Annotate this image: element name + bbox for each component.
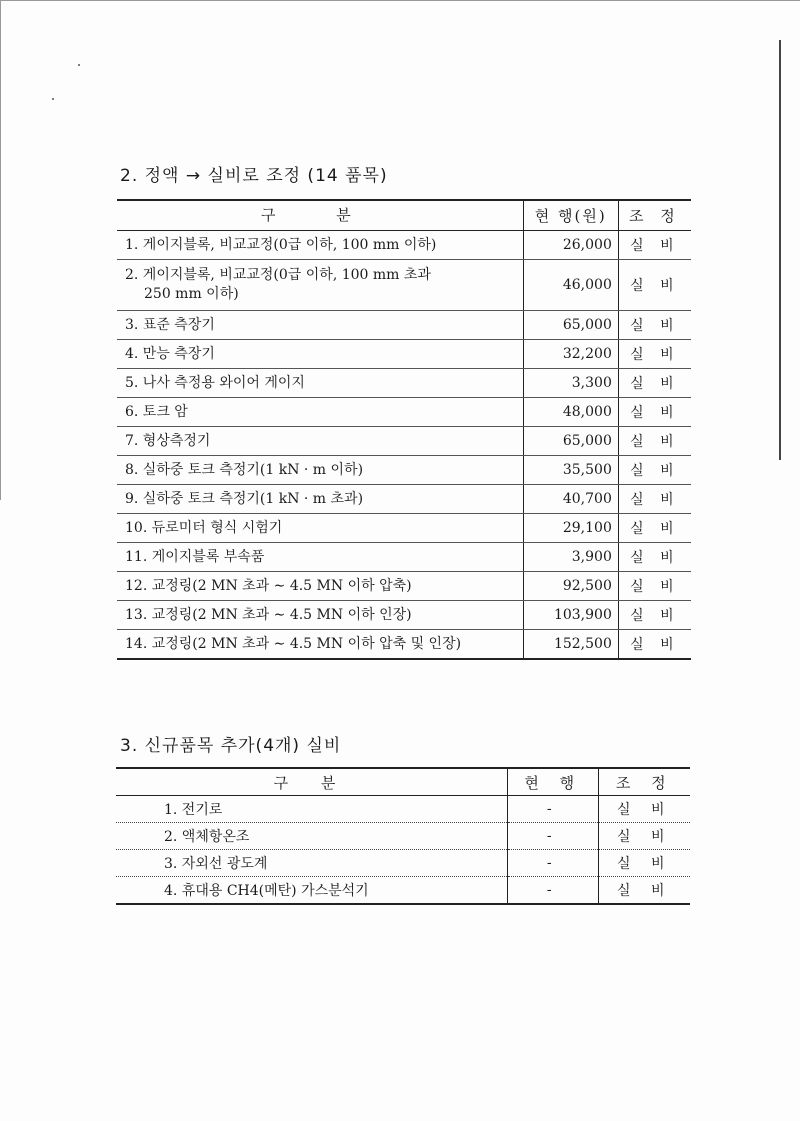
item-price: 152,500 — [523, 630, 618, 660]
item-current: - — [507, 823, 599, 850]
item-price: 103,900 — [523, 601, 618, 630]
fee-adjustment-table — [117, 199, 691, 660]
page-edge-left — [0, 0, 1, 500]
item-name: 8. 실하중 토크 측정기(1 kN · m 이하) — [117, 456, 523, 485]
item-adjust: 실 비 — [618, 369, 691, 398]
item-name: 5. 나사 측정용 와이어 게이지 — [117, 369, 523, 398]
table-header-row — [117, 200, 691, 231]
table-row — [117, 398, 691, 427]
item-current: - — [507, 796, 599, 823]
scan-edge-line — [779, 40, 781, 460]
item-price: 92,500 — [523, 572, 618, 601]
item-adjust: 실 비 — [618, 311, 691, 340]
table-row — [117, 427, 691, 456]
table-row — [117, 311, 691, 340]
table-row — [116, 796, 690, 823]
item-name-line1: 2. 게이지블록, 비교교정(0급 이하, 100 mm 초과 — [125, 267, 431, 283]
table-row — [117, 543, 691, 572]
item-adjust: 실 비 — [618, 340, 691, 369]
item-adjust: 실 비 — [618, 398, 691, 427]
table-row — [117, 630, 691, 660]
item-adjust: 실 비 — [599, 796, 690, 823]
table-row — [117, 601, 691, 630]
header-current: 현 행 — [507, 768, 599, 796]
item-name: 9. 실하중 토크 측정기(1 kN · m 초과) — [117, 485, 523, 514]
table-row — [117, 485, 691, 514]
section-3-heading: 3. 신규품목 추가(4개) 실비 — [120, 736, 342, 756]
item-adjust: 실 비 — [599, 823, 690, 850]
item-adjust: 실 비 — [618, 601, 691, 630]
table-row — [116, 850, 690, 877]
item-price: 26,000 — [523, 231, 618, 260]
header-adjust: 조 정 — [618, 200, 691, 231]
item-price: 29,100 — [523, 514, 618, 543]
table-row — [117, 514, 691, 543]
item-adjust: 실 비 — [618, 231, 691, 260]
item-adjust: 실 비 — [618, 630, 691, 660]
scan-speck — [78, 64, 80, 66]
scan-speck — [52, 98, 54, 100]
item-adjust: 실 비 — [599, 850, 690, 877]
item-name: 14. 교정링(2 MN 초과 ∼ 4.5 MN 이하 압축 및 인장) — [125, 635, 462, 652]
item-name — [117, 260, 523, 311]
item-name: 3. 자외선 광도계 — [116, 850, 507, 877]
item-name: 1. 게이지블록, 비교교정(0급 이하, 100 mm 이하) — [117, 231, 523, 260]
item-adjust: 실 비 — [599, 877, 690, 905]
item-price: 65,000 — [523, 311, 618, 340]
item-name: 12. 교정링(2 MN 초과 ∼ 4.5 MN 이하 압축) — [117, 572, 523, 601]
item-name: 2. 액체항온조 — [116, 823, 507, 850]
item-adjust: 실 비 — [618, 485, 691, 514]
item-name: 11. 게이지블록 부속품 — [117, 543, 523, 572]
item-name: 7. 형상측정기 — [117, 427, 523, 456]
header-adjust: 조 정 — [599, 768, 690, 796]
header-category: 구 분 — [117, 200, 523, 231]
item-adjust: 실 비 — [618, 456, 691, 485]
item-name: 6. 토크 암 — [117, 398, 523, 427]
new-items-table — [116, 767, 690, 905]
table-row — [117, 340, 691, 369]
item-name: 13. 교정링(2 MN 초과 ∼ 4.5 MN 이하 인장) — [117, 601, 523, 630]
table-row — [116, 877, 690, 905]
item-name-line2: 250 mm 이하) — [144, 286, 239, 302]
item-name: 4. 휴대용 CH4(메탄) 가스분석기 — [164, 883, 369, 899]
item-adjust: 실 비 — [618, 427, 691, 456]
item-price: 32,200 — [523, 340, 618, 369]
item-price: 48,000 — [523, 398, 618, 427]
item-adjust: 실 비 — [618, 260, 691, 311]
item-name: 1. 전기로 — [116, 796, 507, 823]
table-row — [116, 823, 690, 850]
item-name: 3. 표준 측장기 — [117, 311, 523, 340]
item-price: 3,300 — [523, 369, 618, 398]
item-name: 10. 듀로미터 형식 시험기 — [117, 514, 523, 543]
item-price: 46,000 — [523, 260, 618, 311]
item-price: 65,000 — [523, 427, 618, 456]
header-category: 구 분 — [116, 768, 507, 796]
table-row — [117, 260, 691, 311]
table-row — [117, 231, 691, 260]
item-price: 3,900 — [523, 543, 618, 572]
page-edge-top — [0, 0, 800, 1]
section-2-heading: 2. 정액 → 실비로 조정 (14 품목) — [120, 166, 388, 186]
item-adjust: 실 비 — [618, 572, 691, 601]
header-current: 현 행(원) — [523, 200, 618, 231]
table-row — [117, 572, 691, 601]
table-row — [117, 369, 691, 398]
table-row — [117, 456, 691, 485]
item-current: - — [507, 877, 599, 905]
table-header-row — [116, 768, 690, 796]
item-current: - — [507, 850, 599, 877]
item-adjust: 실 비 — [618, 514, 691, 543]
item-name: 4. 만능 측장기 — [117, 340, 523, 369]
item-adjust: 실 비 — [618, 543, 691, 572]
item-price: 40,700 — [523, 485, 618, 514]
item-price: 35,500 — [523, 456, 618, 485]
